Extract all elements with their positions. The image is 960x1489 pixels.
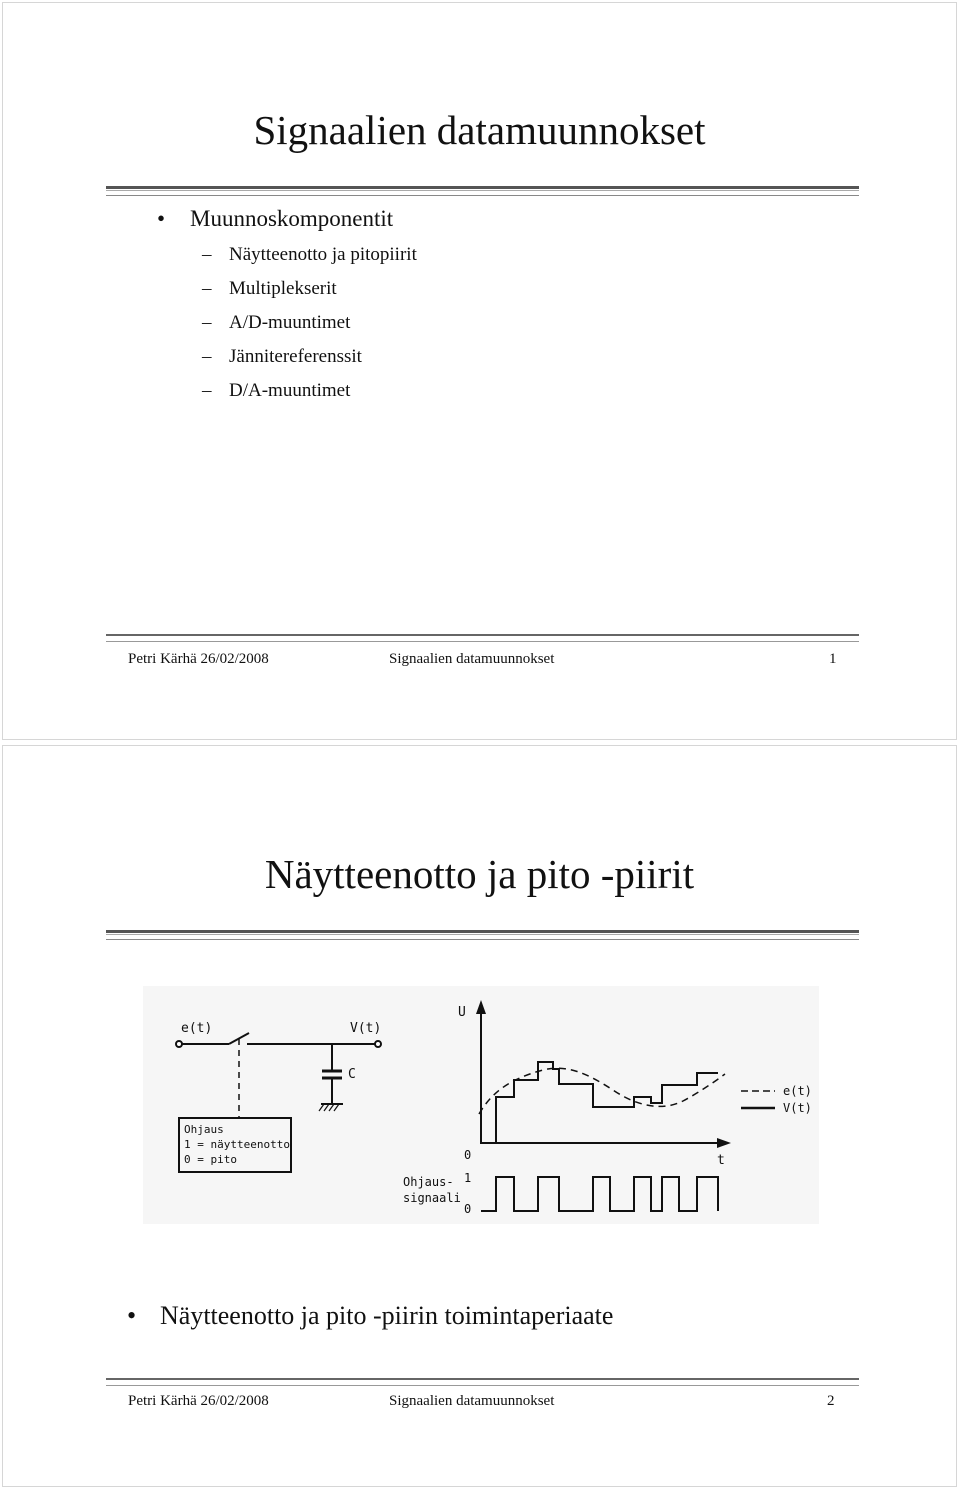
footer-doc-title: Signaalien datamuunnokset (389, 651, 555, 667)
control-signal-label: signaali (403, 1191, 461, 1205)
title-rule (106, 186, 859, 196)
footer-page-number: 2 (827, 1393, 835, 1409)
title-rule (106, 930, 859, 940)
level-label: 0 (464, 1202, 472, 1216)
sub-item-text: D/A-muuntimet (229, 380, 351, 401)
slide-title: Signaalien datamuunnokset (253, 107, 706, 153)
footer-page-number: 1 (829, 651, 837, 667)
output-label: V(t) (350, 1021, 382, 1036)
footer-rule (106, 1378, 859, 1386)
dash-icon: – (202, 278, 212, 299)
slide-title: Näytteenotto ja pito -piirit (264, 851, 695, 897)
sub-item-text: Näytteenotto ja pitopiirit (229, 244, 417, 265)
capacitor-label: C (348, 1067, 356, 1082)
sub-item-text: Jännitereferenssit (229, 346, 362, 367)
sample-and-hold-diagram (143, 986, 819, 1224)
origin-label: 0 (464, 1148, 472, 1162)
y-axis-label: U (458, 1005, 466, 1020)
control-box-line: 1 = näytteenotto (184, 1138, 290, 1151)
control-box-line: Ohjaus (184, 1123, 224, 1136)
dash-icon: – (202, 346, 212, 367)
bullet-text: Muunnoskomponentit (190, 206, 394, 231)
legend-label: V(t) (783, 1101, 812, 1115)
control-signal-label: Ohjaus- (403, 1175, 454, 1189)
input-terminal (176, 1041, 182, 1047)
dash-icon: – (202, 380, 212, 401)
slide-1 (2, 2, 957, 740)
footer-rule (106, 634, 859, 642)
output-terminal (375, 1041, 381, 1047)
bullet-icon: • (157, 206, 166, 231)
dash-icon: – (202, 244, 212, 265)
bullet-text: Näytteenotto ja pito -piirin toimintaperiaate (160, 1301, 614, 1330)
dash-icon: – (202, 312, 212, 333)
x-axis-label: t (717, 1153, 725, 1168)
footer-doc-title: Signaalien datamuunnokset (389, 1393, 555, 1409)
control-box-line: 0 = pito (184, 1153, 237, 1166)
footer-author-date: Petri Kärhä 26/02/2008 (128, 651, 269, 667)
footer-author-date: Petri Kärhä 26/02/2008 (128, 1393, 269, 1409)
level-label: 1 (464, 1171, 472, 1185)
legend-label: e(t) (783, 1084, 812, 1098)
bullet-icon: • (127, 1301, 137, 1330)
sub-item-text: Multiplekserit (229, 278, 337, 299)
sub-item-text: A/D-muuntimet (229, 312, 351, 333)
input-label: e(t) (181, 1021, 213, 1036)
slide-2 (2, 745, 957, 1487)
